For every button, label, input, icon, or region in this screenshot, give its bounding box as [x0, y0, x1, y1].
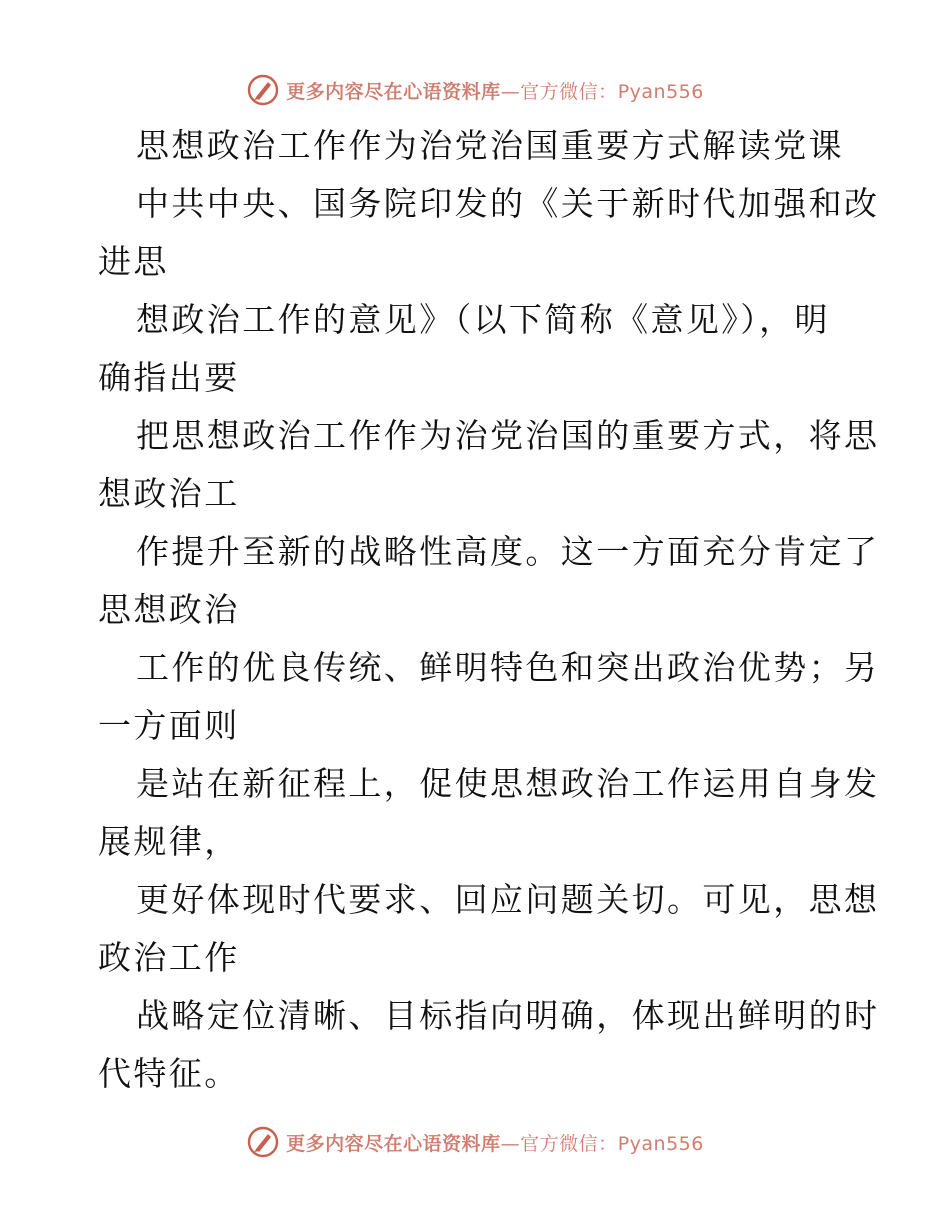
body-line: 政治工作 [98, 938, 240, 977]
pen-logo-icon [246, 73, 280, 107]
document-title: 思想政治工作作为治党治国重要方式解读党课 [136, 126, 844, 165]
pen-logo-icon [246, 1125, 280, 1159]
watermark-handle: Pyan556 [617, 1132, 704, 1155]
header-watermark [0, 70, 950, 110]
watermark-text [286, 77, 704, 104]
body-line: 确指出要 [98, 358, 240, 397]
body-line: 一方面则 [98, 706, 240, 745]
footer-watermark [0, 1122, 950, 1162]
body-line: 思想政治 [98, 590, 240, 629]
watermark-text [286, 1129, 704, 1156]
watermark-dash: — [500, 1132, 521, 1155]
body-line: 战略定位清晰、目标指向明确，体现出鲜明的时 [136, 996, 880, 1035]
body-line: 进思 [98, 242, 169, 281]
body-line: 工作的优良传统、鲜明特色和突出政治优势；另 [136, 648, 880, 687]
watermark-right: 官方微信： [520, 80, 618, 103]
watermark-left: 更多内容尽在心语资料库 [286, 1132, 501, 1155]
watermark-handle: Pyan556 [617, 80, 704, 103]
watermark-right: 官方微信： [520, 1132, 618, 1155]
body-line: 是站在新征程上，促使思想政治工作运用自身发 [136, 764, 880, 803]
body-line: 中共中央、国务院印发的《关于新时代加强和改 [136, 184, 880, 223]
watermark-left: 更多内容尽在心语资料库 [286, 80, 501, 103]
body-line: 想政治工作的意见》（以下简称《意见》），明 [136, 300, 830, 339]
body-line: 更好体现时代要求、回应问题关切。可见，思想 [136, 880, 880, 919]
body-line: 把思想政治工作作为治党治国的重要方式，将思 [136, 416, 880, 455]
body-line: 作提升至新的战略性高度。这一方面充分肯定了 [136, 532, 880, 571]
body-line: 代特征。 [98, 1054, 240, 1093]
body-line: 想政治工 [98, 474, 240, 513]
body-line: 展规律， [98, 822, 240, 861]
watermark-dash: — [500, 80, 521, 103]
